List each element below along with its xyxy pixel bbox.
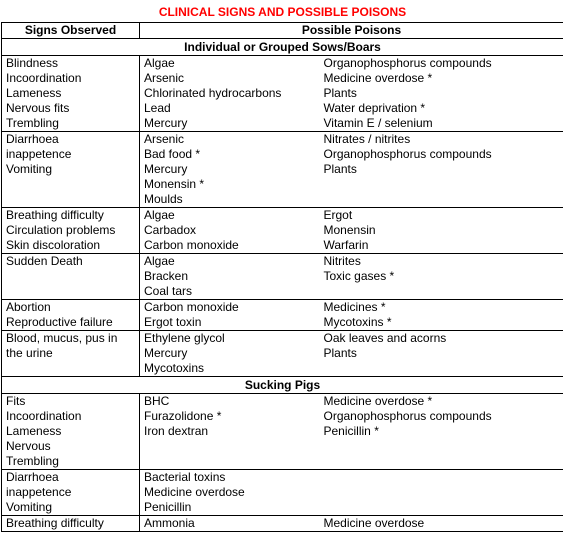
- poisons-cell: [140, 516, 320, 532]
- cell-line: Organophosphorus compounds: [323, 147, 492, 161]
- signs-observed-header: Signs Observed: [2, 23, 140, 39]
- cell-line: Plants: [323, 86, 357, 100]
- poisons-cell: [140, 254, 320, 300]
- cell-line: Lameness: [6, 86, 62, 100]
- cell-line: Diarrhoea: [6, 132, 59, 146]
- poisons-cell: [320, 516, 563, 532]
- cell-line: Trembling: [6, 116, 59, 130]
- signs-cell: [2, 516, 140, 532]
- poisons-cell: [320, 56, 563, 132]
- cell-line: Carbadox: [144, 223, 197, 237]
- cell-line: Ergot toxin: [144, 315, 202, 329]
- cell-line: Mercury: [144, 346, 188, 360]
- poisons-cell: [320, 394, 563, 470]
- poisons-cell: [140, 331, 320, 377]
- signs-cell: [2, 394, 140, 470]
- cell-line: Medicines *: [323, 300, 386, 314]
- cell-line: Water deprivation *: [323, 101, 426, 115]
- cell-line: Nervous: [6, 439, 51, 453]
- poisons-cell: [320, 132, 563, 208]
- poisons-table: [1, 0, 563, 532]
- cell-line: Penicillin *: [323, 424, 379, 438]
- table-row: [2, 56, 563, 132]
- cell-line: Plants: [323, 346, 357, 360]
- cell-line: Toxic gases *: [323, 269, 395, 283]
- signs-cell: [2, 56, 140, 132]
- cell-line: Reproductive failure: [6, 315, 113, 329]
- signs-cell: [2, 132, 140, 208]
- cell-line: Ammonia: [144, 516, 195, 530]
- poisons-cell: [320, 208, 563, 254]
- cell-line: Lead: [144, 101, 171, 115]
- cell-line: Algae: [144, 56, 175, 70]
- cell-line: Medicine overdose *: [323, 394, 433, 408]
- cell-line: BHC: [144, 394, 170, 408]
- cell-line: Nervous fits: [6, 101, 70, 115]
- cell-line: Blood, mucus, pus in the urine: [6, 331, 118, 360]
- cell-line: Sudden Death: [6, 254, 83, 268]
- possible-poisons-header: Possible Poisons: [140, 23, 563, 39]
- cell-line: Monensin *: [144, 177, 205, 191]
- page-title: CLINICAL SIGNS AND POSSIBLE POISONS: [2, 0, 563, 23]
- table-row: [2, 331, 563, 377]
- table-row: [2, 470, 563, 516]
- cell-line: Vomiting: [6, 162, 53, 176]
- cell-line: Organophosphorus compounds: [323, 409, 492, 423]
- table-row: [2, 394, 563, 470]
- cell-line: Medicine overdose: [323, 516, 425, 530]
- cell-line: Nitrites: [323, 254, 361, 268]
- cell-line: Vomiting: [6, 500, 53, 514]
- cell-line: Incoordination: [6, 409, 82, 423]
- cell-line: Breathing difficulty: [6, 516, 104, 530]
- cell-line: Vitamin E / selenium: [323, 116, 433, 130]
- cell-line: Abortion: [6, 300, 51, 314]
- cell-line: Mercury: [144, 116, 188, 130]
- cell-line: Carbon monoxide: [144, 238, 239, 252]
- cell-line: Ethylene glycol: [144, 331, 225, 345]
- signs-cell: [2, 300, 140, 331]
- cell-line: Circulation problems: [6, 223, 116, 237]
- cell-line: Moulds: [144, 192, 183, 206]
- cell-line: Algae: [144, 254, 175, 268]
- cell-line: Oak leaves and acorns: [323, 331, 447, 345]
- cell-line: Bacterial toxins: [144, 470, 226, 484]
- cell-line: Arsenic: [144, 71, 185, 85]
- section-row: [2, 377, 563, 394]
- cell-line: Skin discoloration: [6, 238, 101, 252]
- poisons-table-body: [2, 0, 563, 532]
- table-row: [2, 132, 563, 208]
- cell-line: Breathing difficulty: [6, 208, 104, 222]
- cell-line: Warfarin: [323, 238, 369, 252]
- section-heading: Individual or Grouped Sows/Boars: [2, 39, 563, 56]
- cell-line: Medicine overdose *: [323, 71, 433, 85]
- table-row: [2, 254, 563, 300]
- cell-line: Furazolidone *: [144, 409, 222, 423]
- cell-line: Blindness: [6, 56, 59, 70]
- cell-line: Carbon monoxide: [144, 300, 239, 314]
- poisons-cell: [140, 470, 320, 516]
- poisons-cell: [320, 300, 563, 331]
- cell-line: Bad food *: [144, 147, 201, 161]
- poisons-cell: [320, 331, 563, 377]
- cell-line: inappetence: [6, 485, 72, 499]
- signs-cell: [2, 254, 140, 300]
- cell-line: Coal tars: [144, 284, 193, 298]
- cell-line: Trembling: [6, 454, 59, 468]
- poisons-cell: [320, 470, 563, 516]
- cell-line: Nitrates / nitrites: [323, 132, 411, 146]
- cell-line: Arsenic: [144, 132, 185, 146]
- cell-line: Penicillin: [144, 500, 192, 514]
- poisons-cell: [140, 56, 320, 132]
- poisons-cell: [140, 132, 320, 208]
- cell-line: Organophosphorus compounds: [323, 56, 492, 70]
- cell-line: Lameness: [6, 424, 62, 438]
- poisons-cell: [140, 394, 320, 470]
- header-row: [2, 23, 563, 39]
- cell-line: Mycotoxins: [144, 361, 205, 375]
- cell-line: inappetence: [6, 147, 72, 161]
- table-row: [2, 208, 563, 254]
- title-row: [2, 0, 563, 23]
- cell-line: Plants: [323, 162, 357, 176]
- poisons-cell: [320, 254, 563, 300]
- signs-cell: [2, 470, 140, 516]
- signs-cell: [2, 331, 140, 377]
- section-heading: Sucking Pigs: [2, 377, 563, 394]
- cell-line: Incoordination: [6, 71, 82, 85]
- table-row: [2, 516, 563, 532]
- section-row: [2, 39, 563, 56]
- cell-line: Algae: [144, 208, 175, 222]
- cell-line: Monensin: [323, 223, 376, 237]
- poisons-cell: [140, 208, 320, 254]
- cell-line: Iron dextran: [144, 424, 209, 438]
- cell-line: Chlorinated hydrocarbons: [144, 86, 282, 100]
- table-row: [2, 300, 563, 331]
- cell-line: Bracken: [144, 269, 189, 283]
- signs-cell: [2, 208, 140, 254]
- cell-line: Ergot: [323, 208, 353, 222]
- cell-line: Medicine overdose: [144, 485, 245, 499]
- poisons-cell: [140, 300, 320, 331]
- cell-line: Diarrhoea: [6, 470, 59, 484]
- cell-line: Mercury: [144, 162, 188, 176]
- cell-line: Fits: [6, 394, 26, 408]
- cell-line: Mycotoxins *: [323, 315, 392, 329]
